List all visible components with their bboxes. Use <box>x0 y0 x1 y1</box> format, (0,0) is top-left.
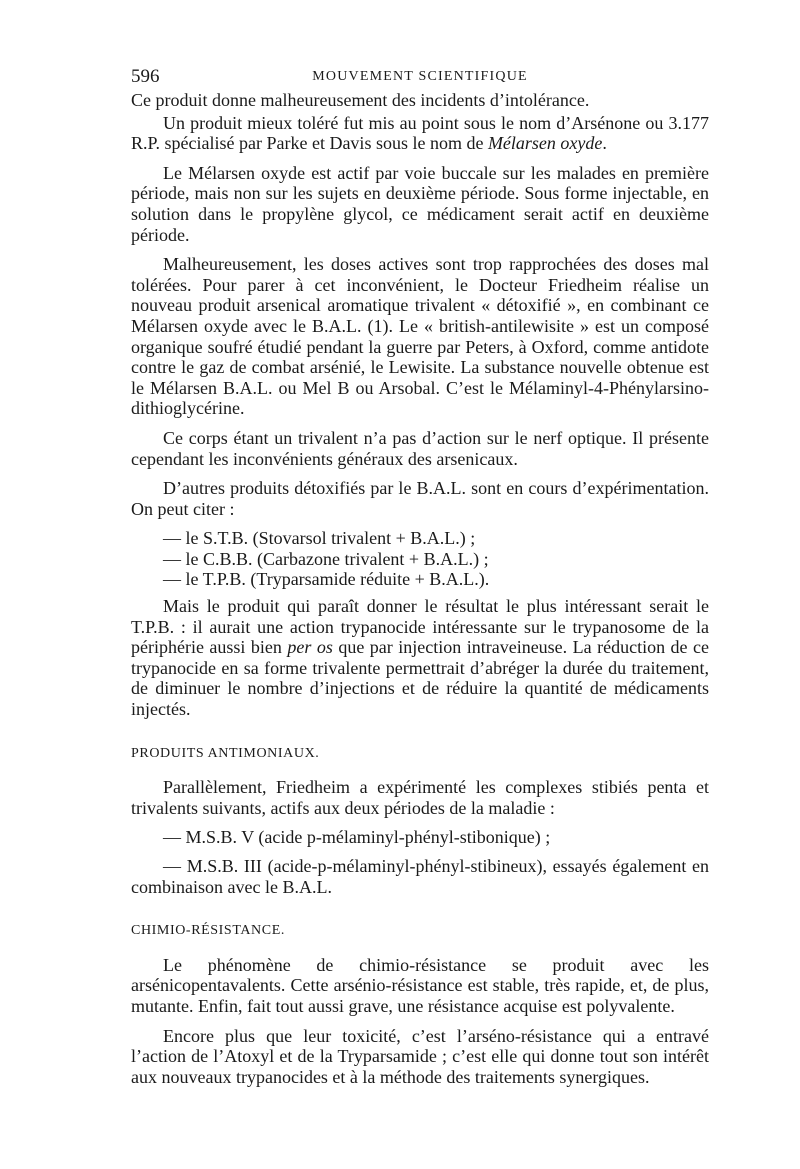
list-item: — le S.T.B. (Stovarsol trivalent + B.A.L.) ; <box>163 528 476 549</box>
paragraph-text: Mais le produit qui paraît donner le résultat le plus intéressant serait le T.P.B. : il aurait une action trypanocide intéressante sur le trypanosome de la périphérie aussi bien <box>131 596 709 658</box>
paragraph <box>131 596 709 720</box>
paragraph: Encore plus que leur toxicité, c’est l’arséno-résistance qui a entravé l’action de l’Atoxyl et de la Tryparsamide ; c’est elle qui donne tout son intérêt aux nouveaux trypanocides et à la méthode des traitements synergiques. <box>131 1025 709 1087</box>
paragraph: Ce produit donne malheureusement des incidents d’intolérance. <box>131 90 590 110</box>
paragraph: Le Mélarsen oxyde est actif par voie buccale sur les malades en première période, mais non sur les sujets en deuxième période. Sous forme injectable, en solution dans le propylène glycol, ce médicament serait actif en deuxième période. <box>131 162 709 245</box>
paragraph: Le phénomène de chimio-résistance se produit avec les arsénicopentavalents. Cette arsénio-résistance est stable, très rapide, et, de plus, mutante. Enfin, fait tout aussi grave, une résistance acquise est polyvalente. <box>131 954 709 1016</box>
list-item: — M.S.B. III (acide-p-mélaminyl-phényl-stibineux), essayés également en combinaison avec le B.A.L. <box>131 856 709 897</box>
paragraph-text: que par injection intraveineuse. La réduction de ce trypanocide en sa forme trivalente permettrait d’abréger la durée du traitement, de diminuer le nombre d’injections et de réduire la quantité de médicaments injectés. <box>131 637 710 720</box>
list-item: — le T.P.B. (Tryparsamide réduite + B.A.L.). <box>163 569 490 590</box>
italic-term: per os <box>287 637 333 658</box>
list-item: — M.S.B. V (acide p-mélaminyl-phényl-stibonique) ; <box>163 827 551 848</box>
paragraph: Malheureusement, les doses actives sont trop rapprochées des doses mal tolérées. Pour parer à cet inconvénient, le Docteur Friedheim réalise un nouveau produit arsenical aromatique trivalent « détoxifié », en combinant ce Mélarsen oxyde avec le B.A.L. (1). Le « british-antilewisite » est un composé organique soufré étudié pendant la guerre par Peters, à Oxford, comme antidote contre le gaz de combat arsénié, le Lewisite. La substance nouvelle obtenue est le Mélarsen B.A.L. ou Mel B ou Arsobal. C’est le Mélaminyl-4-Phénylarsino-dithioglycérine. <box>131 254 709 419</box>
running-title: MOUVEMENT SCIENTIFIQUE <box>312 69 528 84</box>
paragraph: Ce corps étant un trivalent n’a pas d’action sur le nerf optique. Il présente cependant les inconvénients généraux des arsenicaux. <box>131 427 709 469</box>
document-page <box>131 66 709 1096</box>
page-number: 596 <box>131 66 160 87</box>
paragraph: Parallèlement, Friedheim a expérimenté les complexes stibiés penta et trivalents suivants, actifs aux deux périodes de la maladie : <box>131 777 709 818</box>
page-header <box>131 66 709 90</box>
paragraph: D’autres produits détoxifiés par le B.A.L. sont en cours d’expérimentation. On peut citer : <box>131 478 709 519</box>
section-heading: PRODUITS ANTIMONIAUX. <box>131 745 320 761</box>
body-text <box>131 90 709 1087</box>
list-item: — le C.B.B. (Carbazone trivalent + B.A.L.) ; <box>163 548 489 569</box>
italic-term: Mélarsen oxyde <box>487 133 603 154</box>
paragraph-text: Un produit mieux toléré fut mis au point sous le nom d’Arsénone ou 3.177 R.P. spécialisé par Parke et Davis sous le nom de <box>131 112 709 154</box>
section-heading: CHIMIO-RÉSISTANCE. <box>131 923 285 939</box>
paragraph-text: . <box>602 133 607 154</box>
paragraph <box>131 113 709 154</box>
